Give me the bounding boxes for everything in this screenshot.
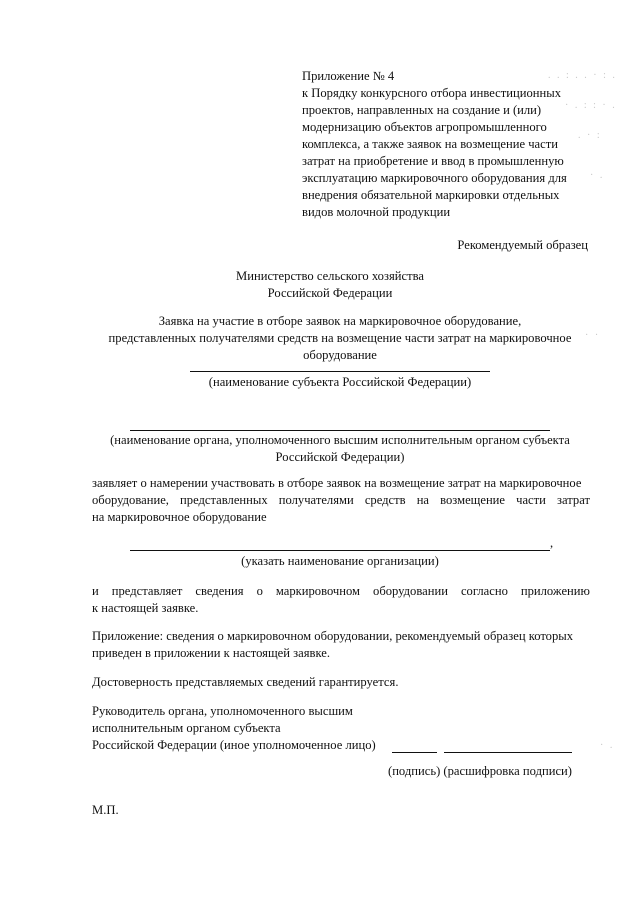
organization-name-field[interactable] [130, 550, 550, 551]
sample-label: Рекомендуемый образец [457, 238, 588, 252]
annex-block [302, 68, 567, 221]
ministry-heading [190, 268, 470, 302]
word: согласно [460, 584, 508, 598]
scan-noise: · · [585, 330, 601, 341]
word: средств [364, 493, 406, 507]
word: и [92, 584, 99, 598]
subject-caption: (наименование субъекта Российской Федерации) [208, 375, 472, 389]
annex-line: видов молочной продукции [302, 205, 451, 219]
presents-paragraph [92, 583, 590, 617]
signature-field[interactable] [392, 752, 437, 753]
word: представленных [180, 493, 268, 507]
organ-caption-line: (наименование органа, уполномоченного высшим исполнительным органом субъекта [110, 433, 570, 447]
subject-name-field[interactable] [190, 371, 490, 372]
scan-noise: . · : [578, 130, 602, 141]
word: оборудовании [373, 584, 448, 598]
presents-line: к настоящей заявке. [92, 601, 199, 615]
word: маркировочном [275, 584, 361, 598]
annex-line: Приложение № 4 [302, 69, 395, 83]
scan-noise: · . [590, 170, 605, 181]
scan-noise: . . : . . · : . [548, 70, 617, 81]
word: приложению [520, 584, 590, 598]
ministry-line: Российской Федерации [267, 286, 393, 300]
word: о [256, 584, 263, 598]
organ-caption [70, 432, 610, 466]
presents-line-justified [92, 583, 590, 600]
annex-line: затрат на приобретение и ввод в промышленную [302, 154, 564, 168]
declares-paragraph [92, 475, 590, 526]
word: сведения [195, 584, 244, 598]
word: получателями [278, 493, 354, 507]
guarantee-statement: Достоверность представляемых сведений гарантируется. [92, 675, 399, 689]
signature-name-field[interactable] [444, 752, 572, 753]
annex-line: модернизацию объектов агропромышленного [302, 120, 547, 134]
word: возмещение [440, 493, 506, 507]
appendix-note [92, 628, 590, 662]
appendix-line: приведен в приложении к настоящей заявке. [92, 646, 330, 660]
organ-caption-line: Российской Федерации) [275, 450, 405, 464]
organ-name-field[interactable] [130, 430, 550, 431]
organization-caption: (указать наименование организации) [241, 554, 439, 568]
scan-noise: · . : : · . [565, 100, 617, 111]
appendix-line: Приложение: сведения о маркировочном оборудовании, рекомендуемый образец которых [92, 629, 574, 643]
declares-line: на маркировочное оборудование [92, 510, 267, 524]
ministry-line: Министерство сельского хозяйства [236, 269, 424, 283]
org-comma: , [550, 536, 554, 550]
title-line: оборудование [303, 348, 377, 362]
word: затрат [557, 493, 590, 507]
signature-caption: (подпись) (расшифровка подписи) [388, 764, 572, 778]
annex-line: к Порядку конкурсного отбора инвестиционных [302, 86, 561, 100]
stamp-place-label: М.П. [92, 803, 119, 817]
scan-noise: · . [600, 740, 615, 751]
annex-line: эксплуатацию маркировочного оборудования для [302, 171, 567, 185]
annex-line: комплекса, а также заявок на возмещение части [302, 137, 558, 151]
signatory-line: Российской Федерации (иное уполномоченное лицо) [92, 738, 376, 752]
title-line: представленных получателями средств на возмещение части затрат на маркировочное [108, 331, 572, 345]
word: представляет [111, 584, 183, 598]
annex-line: проектов, направленных на создание и (или) [302, 103, 542, 117]
word: на [416, 493, 430, 507]
declares-line-justified [92, 492, 590, 509]
declares-line: заявляет о намерении участвовать в отборе заявок на возмещение затрат на маркировочное [92, 476, 582, 490]
application-title [70, 313, 610, 364]
annex-line: внедрения обязательной маркировки отдельных [302, 188, 560, 202]
signatory-line: Руководитель органа, уполномоченного высшим [92, 704, 353, 718]
signatory-line: исполнительным органом субъекта [92, 721, 281, 735]
title-line: Заявка на участие в отборе заявок на маркировочное оборудование, [158, 314, 522, 328]
word: части [516, 493, 546, 507]
word: оборудование, [92, 493, 169, 507]
signatory-block [92, 703, 376, 754]
